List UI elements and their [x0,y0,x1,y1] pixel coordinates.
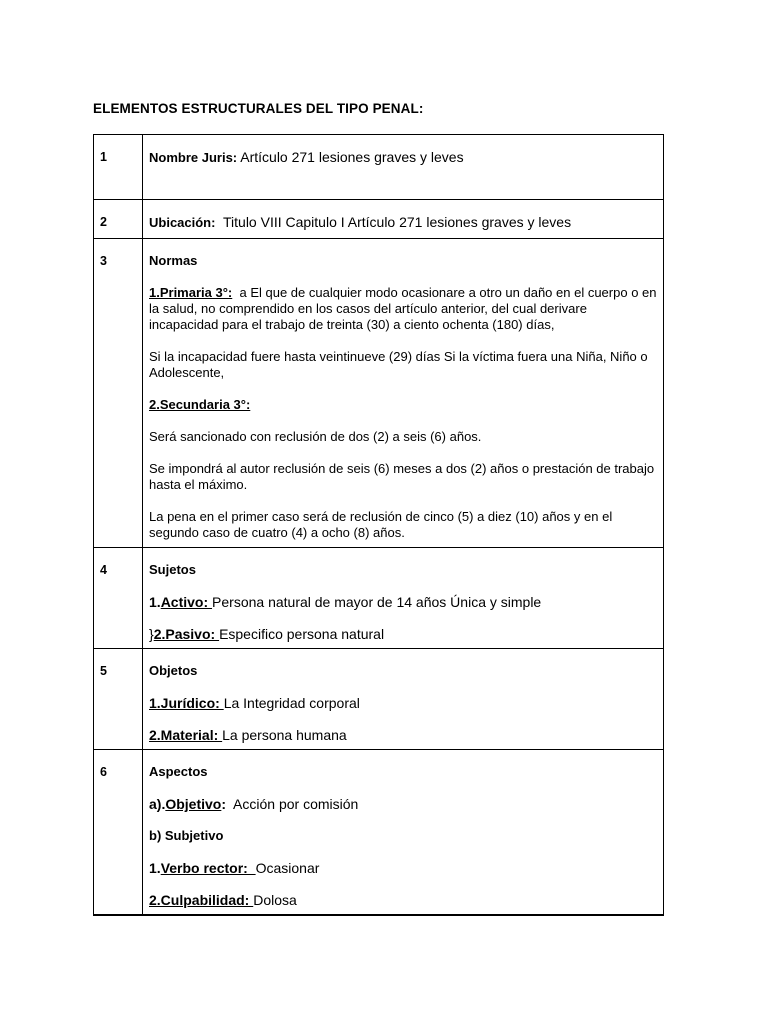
table-row [94,200,664,239]
table-row [94,239,664,548]
objetos-heading: Objetos [149,663,198,678]
row-number: 5 [94,649,143,750]
row-number: 2 [94,200,143,239]
juridico-paragraph [149,695,657,711]
normas-heading: Normas [149,253,198,268]
secundaria-paragraph [149,397,657,413]
sancion-paragraph: Será sancionado con reclusión de dos (2) a seis (6) años. [149,429,482,444]
objetivo-paragraph [149,796,657,812]
elements-table [93,134,664,916]
culpabilidad-paragraph [149,892,657,908]
objetivo-prefix: a). [149,796,166,812]
verbo-paragraph [149,860,657,876]
verbo-text: Ocasionar [255,860,320,876]
secundaria-label: 2.Secundaria 3°: [149,397,251,412]
primaria-paragraph [149,285,661,333]
primaria-label: 1.Primaria 3°: [149,285,233,300]
activo-text: Persona natural de mayor de 14 años Única y simple [212,594,542,610]
row-content [143,200,664,239]
row-content [143,649,664,750]
activo-paragraph [149,594,657,610]
juridico-text: La Integridad corporal [223,695,360,711]
pena-paragraph: La pena en el primer caso será de reclusión de cinco (5) a diez (10) años y en el segundo caso de cuatro (4) a ocho (8) años. [149,509,613,540]
nombre-juris-value: Artículo 271 lesiones graves y leves [237,149,464,165]
row-number: 4 [94,548,143,649]
row-number: 1 [94,135,143,200]
juridico-label: 1.Jurídico: [149,695,224,711]
page-title: ELEMENTOS ESTRUCTURALES DEL TIPO PENAL: [93,101,424,116]
pasivo-text: Especifico persona natural [219,626,385,642]
primaria-text: a El que de cualquier modo ocasionare a otro un daño en el cuerpo o en la salud, no comprendido en los casos del artículo anterior, del cual derivare incapacidad para el trabajo de treinta (30) a ciento ochenta (180) días, [149,285,661,332]
material-paragraph [149,727,657,743]
row-number: 3 [94,239,143,548]
verbo-label: Verbo rector: [160,860,256,876]
row-number: 6 [94,750,143,916]
row-content [143,239,664,548]
reclusion-paragraph: Se impondrá al autor reclusión de seis (6) meses a dos (2) años o prestación de trabajo hasta el máximo. [149,461,655,492]
pasivo-paragraph [149,626,657,642]
material-text: La persona humana [222,727,347,743]
material-label: 2.Material: [149,727,223,743]
table-row [94,649,664,750]
row-content [143,750,664,916]
culpabilidad-label: 2.Culpabilidad: [149,892,254,908]
pasivo-prefix: } [149,626,154,642]
verbo-prefix: 1. [149,860,161,876]
subjetivo-heading: b) Subjetivo [149,828,224,843]
row-content [143,135,664,200]
objetivo-label: Objetivo [165,796,222,812]
incapacidad-paragraph: Si la incapacidad fuere hasta veintinueve (29) días Si la víctima fuera una Niña, Niño o Adolescente, [149,349,648,380]
nombre-juris-label: Nombre Juris: [149,150,238,165]
objetivo-text: Acción por comisión [226,796,359,812]
pasivo-label: 2.Pasivo: [153,626,220,642]
culpabilidad-text: Dolosa [253,892,297,908]
activo-prefix: 1. [149,594,161,610]
table-row [94,750,664,916]
table-row [94,548,664,649]
activo-label: Activo: [160,594,213,610]
sujetos-heading: Sujetos [149,562,196,577]
objetivo-colon: : [221,796,227,812]
ubicacion-value: Titulo VIII Capitulo I Artículo 271 lesiones graves y leves [215,214,572,230]
table-row [94,135,664,200]
aspectos-heading: Aspectos [149,764,208,779]
ubicacion-label: Ubicación: [149,215,216,230]
row-content [143,548,664,649]
